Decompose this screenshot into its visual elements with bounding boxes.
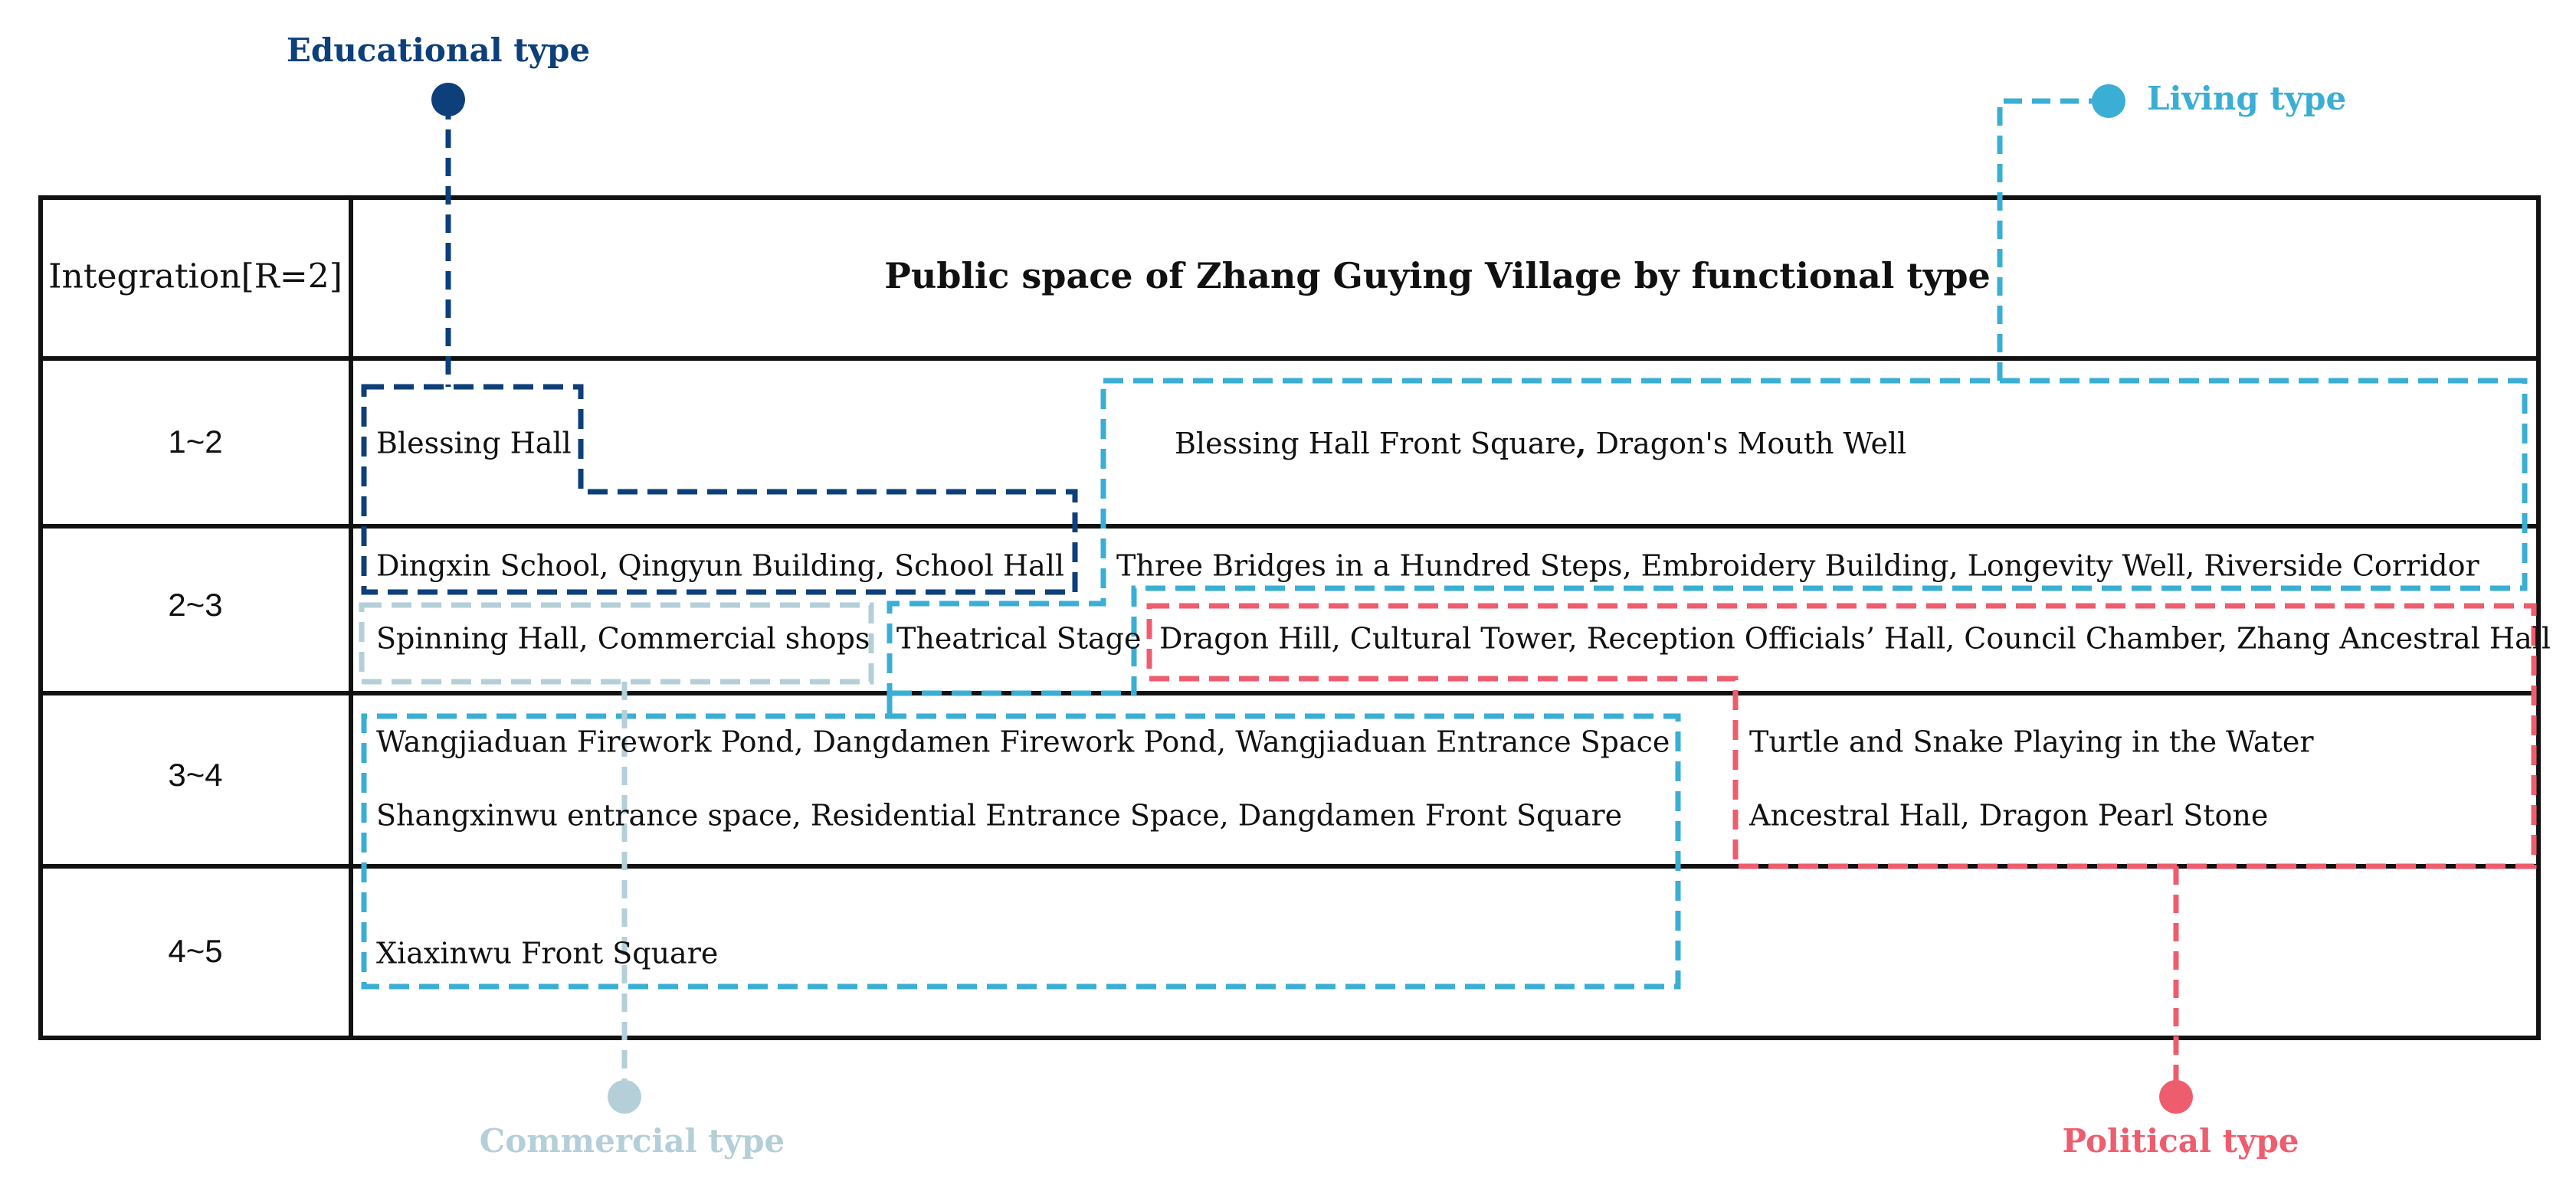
table-grid xyxy=(41,198,2538,1038)
cell-r3a-living: Wangjiaduan Firework Pond, Dangdamen Firework Pond, Wangjiaduan Entrance Space xyxy=(376,725,1670,759)
cell-r2b-living: Theatrical Stage xyxy=(896,621,1142,656)
row-range-3: 3~4 xyxy=(168,757,223,794)
cell-r2a-living: Three Bridges in a Hundred Steps, Embroidery Building, Longevity Well, Riverside Corridor xyxy=(1116,548,2479,583)
cell-r2b-commercial: Spinning Hall, Commercial shops xyxy=(376,621,870,656)
legend-political: Political type xyxy=(2062,1122,2299,1160)
row-range-1: 1~2 xyxy=(168,424,223,460)
header-integration: Integration[R=2] xyxy=(48,257,342,296)
cell-r2a-educational: Dingxin School, Qingyun Building, School Hall xyxy=(376,548,1065,583)
educational-marker-icon xyxy=(431,83,465,116)
commercial-marker-icon xyxy=(608,1080,641,1114)
cell-r4-living: Xiaxinwu Front Square xyxy=(376,936,719,970)
row-range-2: 2~3 xyxy=(168,587,223,623)
cell-r3b-political: Ancestral Hall, Dragon Pearl Stone xyxy=(1749,798,2269,833)
cell-r1-living: Blessing Hall Front Square, Dragon's Mouth Well xyxy=(1175,425,1907,460)
legend-educational: Educational type xyxy=(286,31,591,69)
header-title: Public space of Zhang Guying Village by functional type xyxy=(884,255,1991,296)
row-range-4: 4~5 xyxy=(168,933,223,970)
table-border xyxy=(41,198,2538,1038)
living-group-outline-upper xyxy=(364,381,2525,987)
cell-r1-educational: Blessing Hall xyxy=(376,426,572,460)
cell-r3a-political: Turtle and Snake Playing in the Water xyxy=(1749,725,2314,759)
legend-commercial: Commercial type xyxy=(479,1122,785,1160)
living-connector xyxy=(2000,101,2107,381)
legend-living: Living type xyxy=(2147,80,2347,117)
cell-r3b-living: Shangxinwu entrance space, Residential Entrance Space, Dangdamen Front Square xyxy=(376,798,1623,833)
living-marker-icon xyxy=(2092,84,2125,118)
political-marker-icon xyxy=(2159,1080,2193,1114)
cell-r2b-political: Dragon Hill, Cultural Tower, Reception Officials’ Hall, Council Chamber, Zhang Ancestral Hall xyxy=(1159,621,2551,656)
